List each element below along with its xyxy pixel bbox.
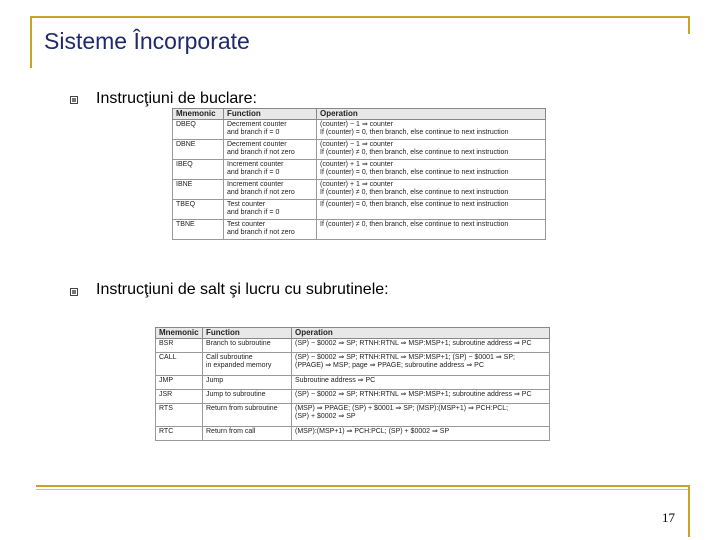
operation-cell: (SP) − $0002 ⇒ SP; RTNH:RTNL ⇒ MSP:MSP+1; subroutine address ⇒ PC	[292, 339, 550, 353]
subroutine-instructions-table	[155, 327, 550, 441]
operation-cell: (counter) + 1 ⇒ counter If (counter) = 0, then branch, else continue to next instruction	[317, 160, 546, 180]
mnemonic-cell: DBNE	[173, 140, 224, 160]
table-row	[156, 353, 550, 376]
loop-instructions-table	[172, 108, 546, 240]
bullet-square-icon	[70, 288, 78, 296]
section-heading-loop: Instrucţiuni de buclare:	[96, 90, 257, 107]
column-header: Function	[203, 328, 292, 339]
mnemonic-cell: BSR	[156, 339, 203, 353]
table-row	[173, 180, 546, 200]
table-row	[156, 339, 550, 353]
function-cell: Test counter and branch if not zero	[224, 220, 317, 240]
table-row	[156, 427, 550, 441]
table-row	[173, 140, 546, 160]
operation-cell: If (counter) = 0, then branch, else continue to next instruction	[317, 200, 546, 220]
table-row	[156, 390, 550, 404]
table-header-row	[173, 109, 546, 120]
mnemonic-cell: JSR	[156, 390, 203, 404]
column-header: Mnemonic	[156, 328, 203, 339]
function-cell: Test counter and branch if = 0	[224, 200, 317, 220]
table-row	[156, 404, 550, 427]
frame-bottom-line-thin	[36, 489, 690, 490]
section-heading-subroutines: Instrucţiuni de salt şi lucru cu subrutinele:	[96, 281, 389, 298]
table-row	[173, 120, 546, 140]
operation-cell: If (counter) ≠ 0, then branch, else continue to next instruction	[317, 220, 546, 240]
operation-cell: (counter) − 1 ⇒ counter If (counter) ≠ 0, then branch, else continue to next instruction	[317, 140, 546, 160]
function-cell: Call subroutine in expanded memory	[203, 353, 292, 376]
mnemonic-cell: TBEQ	[173, 200, 224, 220]
mnemonic-cell: JMP	[156, 376, 203, 390]
function-cell: Decrement counter and branch if not zero	[224, 140, 317, 160]
slide-title: Sisteme Încorporate	[44, 28, 250, 54]
mnemonic-cell: IBNE	[173, 180, 224, 200]
table-row	[156, 376, 550, 390]
table-row	[173, 220, 546, 240]
operation-cell: (counter) + 1 ⇒ counter If (counter) ≠ 0, then branch, else continue to next instruction	[317, 180, 546, 200]
function-cell: Decrement counter and branch if = 0	[224, 120, 317, 140]
frame-bottom-right-line	[688, 487, 690, 537]
mnemonic-cell: TBNE	[173, 220, 224, 240]
function-cell: Branch to subroutine	[203, 339, 292, 353]
function-cell: Return from call	[203, 427, 292, 441]
column-header: Operation	[317, 109, 546, 120]
column-header: Function	[224, 109, 317, 120]
operation-cell: (counter) − 1 ⇒ counter If (counter) = 0, then branch, else continue to next instruction	[317, 120, 546, 140]
mnemonic-cell: CALL	[156, 353, 203, 376]
mnemonic-cell: RTC	[156, 427, 203, 441]
column-header: Mnemonic	[173, 109, 224, 120]
frame-top-line	[30, 16, 690, 18]
operation-cell: (MSP) ⇒ PPAGE; (SP) + $0001 ⇒ SP; (MSP):(MSP+1) ⇒ PCH:PCL; (SP) + $0002 ⇒ SP	[292, 404, 550, 427]
operation-cell: Subroutine address ⇒ PC	[292, 376, 550, 390]
operation-cell: (MSP):(MSP+1) ⇒ PCH:PCL; (SP) + $0002 ⇒ SP	[292, 427, 550, 441]
page-number: 17	[662, 510, 675, 525]
function-cell: Jump	[203, 376, 292, 390]
mnemonic-cell: IBEQ	[173, 160, 224, 180]
function-cell: Jump to subroutine	[203, 390, 292, 404]
function-cell: Increment counter and branch if not zero	[224, 180, 317, 200]
frame-bottom-line	[36, 485, 690, 487]
mnemonic-cell: RTS	[156, 404, 203, 427]
bullet-square-icon	[70, 96, 78, 104]
function-cell: Increment counter and branch if = 0	[224, 160, 317, 180]
mnemonic-cell: DBEQ	[173, 120, 224, 140]
table-row	[173, 160, 546, 180]
frame-right-tick	[688, 16, 690, 34]
column-header: Operation	[292, 328, 550, 339]
operation-cell: (SP) − $0002 ⇒ SP; RTNH:RTNL ⇒ MSP:MSP+1; subroutine address ⇒ PC	[292, 390, 550, 404]
table-header-row	[156, 328, 550, 339]
function-cell: Return from subroutine	[203, 404, 292, 427]
table-row	[173, 200, 546, 220]
operation-cell: (SP) − $0002 ⇒ SP; RTNH:RTNL ⇒ MSP:MSP+1; (SP) − $0001 ⇒ SP; (PPAGE) ⇒ MSP; page ⇒ PPAGE; subroutine address ⇒ PC	[292, 353, 550, 376]
frame-left-line	[30, 16, 32, 68]
